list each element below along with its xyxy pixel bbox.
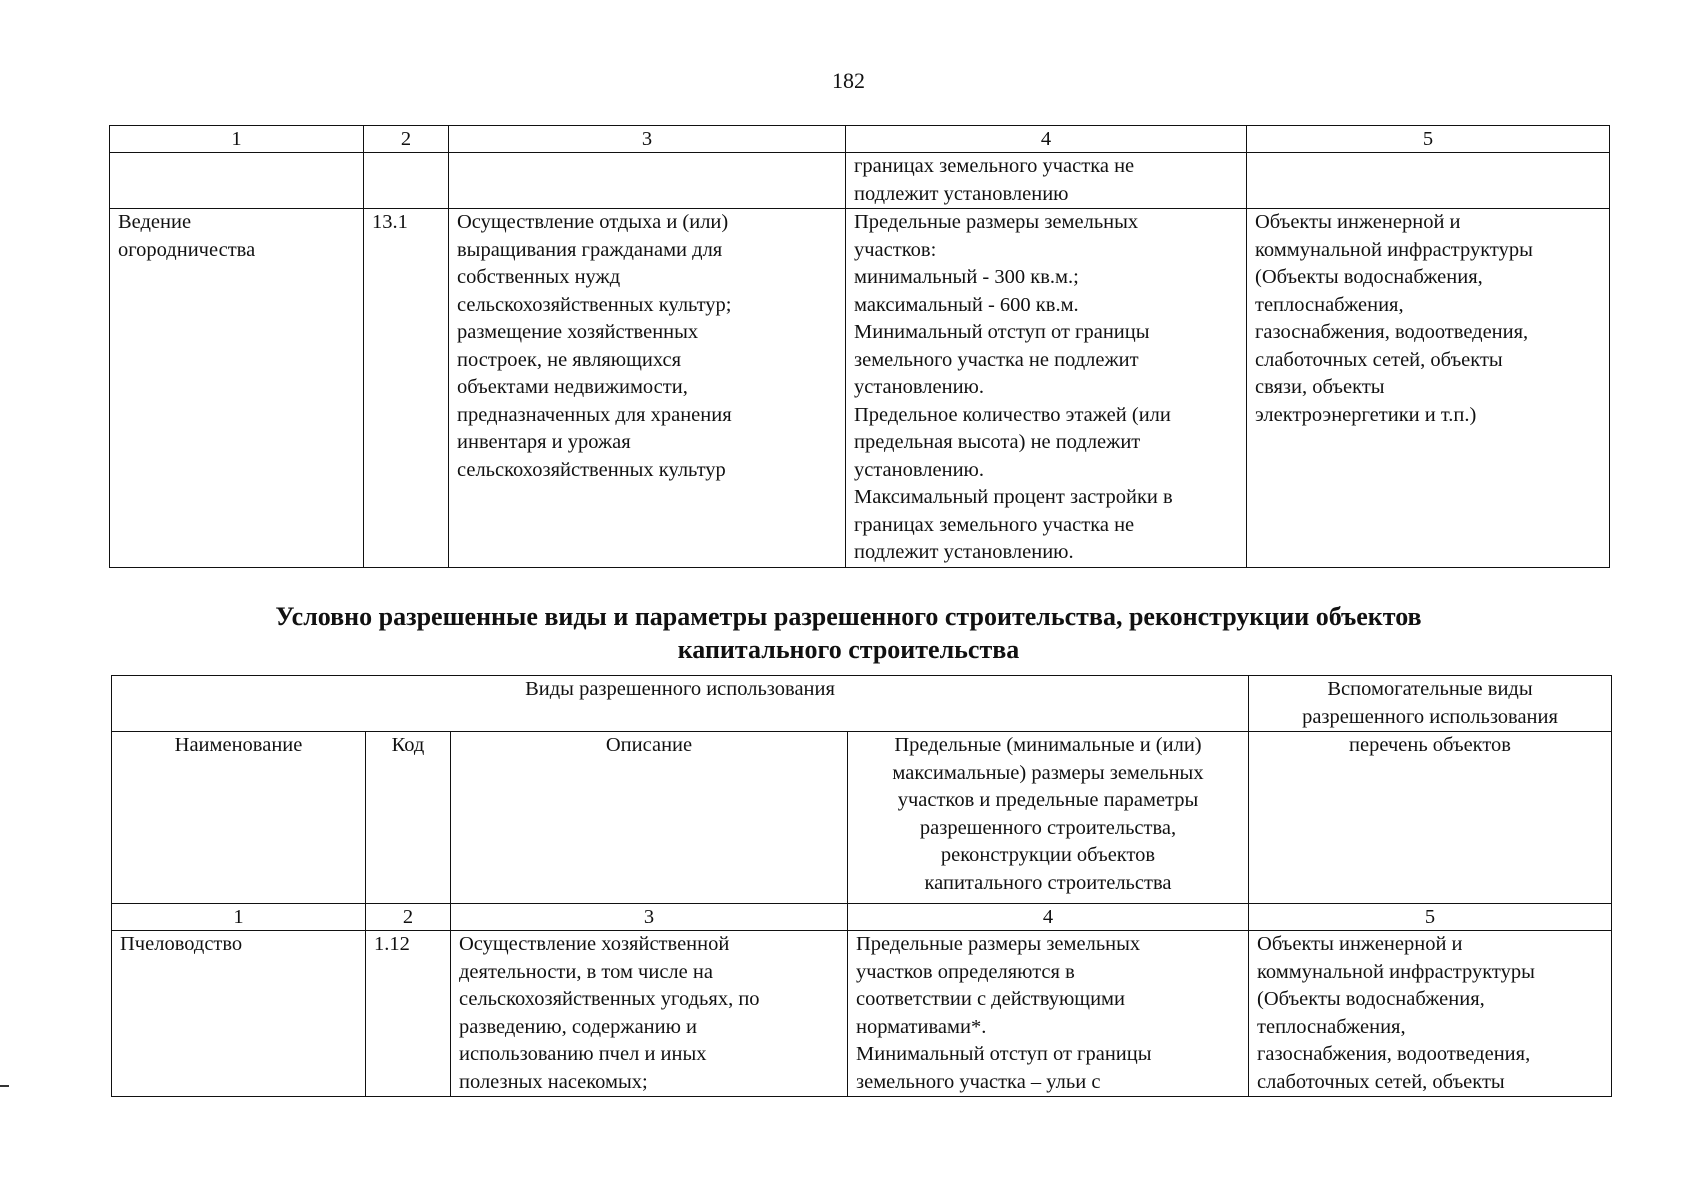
code-cell: 13.1 [364, 209, 449, 568]
empty-cell [364, 153, 449, 209]
column-number: 1 [110, 126, 364, 153]
empty-cell [1247, 153, 1610, 209]
column-number: 5 [1247, 126, 1610, 153]
column-number: 5 [1249, 904, 1612, 931]
header-row [112, 732, 1612, 904]
parameters-cell: Предельные размеры земельных участков: минимальный - 300 кв.м.; максимальный - 600 кв.м. Минимальный отступ от границы земельного участка не подлежит установлению. Предельное количество этажей (или предельная высота) не подлежит установлению. Максимальный процент застройки в границах земельного участка не подлежит установлению. [846, 209, 1247, 568]
conditional-uses-table [111, 675, 1612, 1097]
column-number: 3 [449, 126, 846, 153]
column-number: 2 [364, 126, 449, 153]
empty-cell [110, 153, 364, 209]
table-row [110, 209, 1610, 568]
group-header-main: Виды разрешенного использования [112, 676, 1249, 732]
header-description: Описание [451, 732, 848, 904]
name-cell: Ведение огородничества [110, 209, 364, 568]
column-number: 2 [366, 904, 451, 931]
column-number-row [110, 126, 1610, 153]
page-number: 182 [832, 68, 865, 93]
scan-edge-mark [0, 1085, 9, 1087]
parameters-cell: Предельные размеры земельных участков определяются в соответствии с действующими нормативами*. Минимальный отступ от границы земельного участка – ульи с [848, 931, 1249, 1097]
header-auxiliary: перечень объектов [1249, 732, 1612, 904]
parameters-cell: границах земельного участка не подлежит установлению [846, 153, 1247, 209]
group-header-row [112, 676, 1612, 732]
column-number: 4 [848, 904, 1249, 931]
header-code: Код [366, 732, 451, 904]
empty-cell [449, 153, 846, 209]
column-number: 3 [451, 904, 848, 931]
header-parameters: Предельные (минимальные и (или) максимальные) размеры земельных участков и предельные параметры разрешенного строительства, реконструкции объектов капитального строительства [848, 732, 1249, 904]
name-cell: Пчеловодство [112, 931, 366, 1097]
column-number: 4 [846, 126, 1247, 153]
description-cell: Осуществление хозяйственной деятельности, в том числе на сельскохозяйственных угодьях, по разведению, содержанию и использованию пчел и иных полезных насекомых; [451, 931, 848, 1097]
auxiliary-cell: Объекты инженерной и коммунальной инфраструктуры (Объекты водоснабжения, теплоснабжения, газоснабжения, водоотведения, слаботочных сетей, объекты связи, объекты электроэнергетики и т.п.) [1247, 209, 1610, 568]
continuation-row [110, 153, 1610, 209]
header-name: Наименование [112, 732, 366, 904]
column-number-row [112, 904, 1612, 931]
auxiliary-cell: Объекты инженерной и коммунальной инфраструктуры (Объекты водоснабжения, теплоснабжения, газоснабжения, водоотведения, слаботочных сетей, объекты [1249, 931, 1612, 1097]
continuation-table [109, 125, 1610, 568]
description-cell: Осуществление отдыха и (или) выращивания гражданами для собственных нужд сельскохозяйственных культур; размещение хозяйственных построек, не являющихся объектами недвижимости, предназначенных для хранения инвентаря и урожая сельскохозяйственных культур [449, 209, 846, 568]
column-number: 1 [112, 904, 366, 931]
table-row [112, 931, 1612, 1097]
group-header-aux: Вспомогательные виды разрешенного использования [1249, 676, 1612, 732]
code-cell: 1.12 [366, 931, 451, 1097]
section-title: Условно разрешенные виды и параметры разрешенного строительства, реконструкции объектов капитального строительства [275, 602, 1422, 664]
